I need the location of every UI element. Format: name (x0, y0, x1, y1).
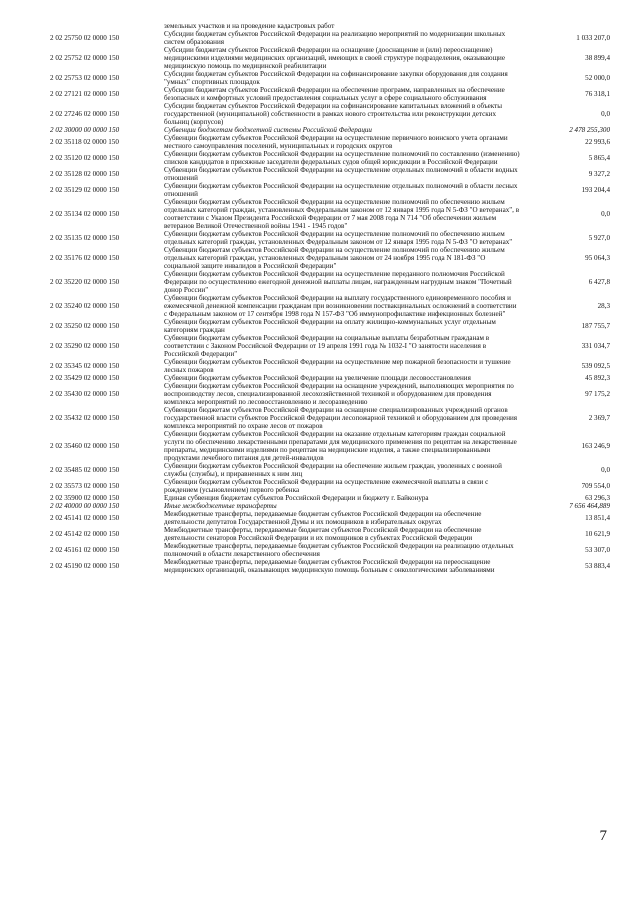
row-description: Субвенции бюджетам субъектов Российской Федерации на осуществление переданного полномочия Российской Федерации по осуществлению ежегодной денежной выплаты лицам, награжденным нагрудным знаком "Почетный донор России" (164, 270, 512, 294)
row-description: Межбюджетные трансферты, передаваемые бюджетам субъектов Российской Федерации на обеспечение деятельности депутатов Государственной Думы и их помощников в избирательных округах (164, 510, 482, 526)
budget-code: 2 02 30000 00 0000 150 (50, 126, 120, 134)
table-row (50, 462, 610, 478)
row-description: Субвенции бюджетам субъектов Российской Федерации на осуществление полномочий по обеспечению жильем отдельных категорий граждан, установленных Федеральным законом от 12 января 1995 года N 5-ФЗ "О ветеранах", в соответствии с Указом Президента Российской Федерации от 7 мая 2008 года N 714 "Об обеспечении жильем ветеранов Великой Отечественной войны 1941 - 1945 годов" (164, 198, 520, 230)
table-row (50, 358, 610, 374)
table-row (50, 198, 610, 230)
row-amount: 38 899,4 (585, 54, 610, 62)
table-row (50, 182, 610, 198)
budget-code: 2 02 45161 02 0000 150 (50, 546, 120, 554)
row-amount: 163 246,9 (581, 442, 610, 450)
budget-code: 2 02 45142 02 0000 150 (50, 530, 120, 538)
row-amount: 5 865,4 (588, 154, 610, 162)
row-description: Субсидии бюджетам субъектов Российской Федерации на оснащение (дооснащение и (или) переоснащение) медицинскими изделиями медицинских организаций, имеющих в своей структуре подразделения, оказывающие медицинскую помощь по медицинской реабилитации (164, 46, 505, 70)
row-amount: 53 307,0 (585, 546, 610, 554)
row-amount: 331 034,7 (581, 342, 610, 350)
budget-code: 2 02 35118 02 0000 150 (50, 138, 119, 146)
budget-code: 2 02 35120 02 0000 150 (50, 154, 120, 162)
page-number: 7 (599, 828, 607, 844)
table-row (50, 134, 610, 150)
row-description: Субвенции бюджетам субъектов Российской Федерации на оплату жилищно-коммунальных услуг отдельным категориям граждан (164, 318, 496, 334)
row-amount: 9 327,2 (588, 170, 610, 178)
budget-code: 2 02 35900 02 0000 150 (50, 494, 120, 502)
row-amount: 76 318,1 (585, 90, 610, 98)
table-row (50, 494, 610, 502)
row-amount: 193 204,4 (581, 186, 610, 194)
row-description: Субвенции бюджетам субъектов Российской Федерации на осуществление мер пожарной безопасности и тушение лесных пожаров (164, 358, 511, 374)
row-description: Субвенции бюджетам субъектов Российской Федерации на осуществление полномочий по составлению (изменению) списков кандидатов в присяжные заседатели федеральных судов общей юрисдикции в Российской Федерации (164, 150, 520, 166)
row-description: Субвенции бюджетам бюджетной системы Российской Федерации (164, 126, 372, 134)
table-row (50, 318, 610, 334)
row-description: Межбюджетные трансферты, передаваемые бюджетам субъектов Российской Федерации на реализацию отдельных полномочий в области лекарственного обеспечения (164, 542, 514, 558)
budget-code: 2 02 35176 02 0000 150 (50, 254, 120, 262)
row-description: Субвенции бюджетам субъектов Российской Федерации на оказание отдельным категориям граждан социальной услуги по обеспечению лекарственными препаратами для медицинского применения по рецептам на лекарственные препараты, медицинскими изделиями по рецептам на медицинские изделия, а также специализированными продуктами лечебного питания для детей-инвалидов (164, 430, 517, 462)
table-row (50, 526, 610, 542)
table-row (50, 230, 610, 246)
table-row (50, 126, 610, 134)
row-description: Субвенции бюджетам субъектов Российской Федерации на оснащение специализированных учреждений органов государственной власти субъектов Российской Федерации лесопожарной техникой и оборудованием для проведения комплекса мероприятий по охране лесов от пожаров (164, 406, 518, 430)
row-amount: 6 427,8 (588, 278, 610, 286)
row-description: Субвенции бюджетам субъектов Российской Федерации на осуществление отдельных полномочий в области водных отношений (164, 166, 518, 182)
table-row (50, 334, 610, 358)
budget-code: 2 02 27246 02 0000 150 (50, 110, 120, 118)
row-description: Субсидии бюджетам субъектов Российской Федерации на софинансирование закупки оборудования для создания "умных" спортивных площадок (164, 70, 508, 86)
table-row (50, 46, 610, 70)
budget-code: 2 02 35240 02 0000 150 (50, 302, 120, 310)
row-amount: 45 892,3 (585, 374, 610, 382)
row-description: Субвенции бюджетам субъектов Российской Федерации на осуществление первичного воинского учета органами местного самоуправления поселений, муниципальных и городских округов (164, 134, 508, 150)
row-description: Субвенции бюджетам субъектов Российской Федерации на осуществление полномочий по обеспечению жильем отдельных категорий граждан, установленных Федеральным законом от 24 ноября 1995 года N 181-ФЗ "О социальной защите инвалидов в Российской Федерации" (164, 246, 505, 270)
table-row (50, 478, 610, 494)
row-description: Субвенции бюджетам субъектов Российской Федерации на осуществление полномочий по обеспечению жильем отдельных категорий граждан, установленных Федеральным законом от 12 января 1995 года N 5-ФЗ "О ветеранах" (164, 230, 513, 246)
table-row (50, 86, 610, 102)
row-amount: 1 033 207,0 (576, 34, 610, 42)
row-amount: 53 883,4 (585, 562, 610, 570)
budget-code: 2 02 35345 02 0000 150 (50, 362, 120, 370)
budget-table (50, 22, 610, 574)
budget-code: 2 02 35134 02 0000 150 (50, 210, 120, 218)
budget-code: 2 02 35128 02 0000 150 (50, 170, 120, 178)
table-row (50, 166, 610, 182)
row-description: Субвенции бюджетам субъектов Российской Федерации на осуществление ежемесячной выплаты в связи с рождением (усыновлением) первого ребенка (164, 478, 489, 494)
row-amount: 13 851,4 (585, 514, 610, 522)
budget-code: 2 02 35129 02 0000 150 (50, 186, 120, 194)
budget-code: 2 02 35135 02 0000 150 (50, 234, 120, 242)
table-row (50, 30, 610, 46)
table-row (50, 510, 610, 526)
row-amount: 10 621,9 (585, 530, 610, 538)
budget-code: 2 02 35220 02 0000 150 (50, 278, 120, 286)
table-row (50, 382, 610, 406)
budget-code: 2 02 25753 02 0000 150 (50, 74, 120, 82)
row-amount: 7 656 464,889 (569, 502, 610, 510)
budget-code: 2 02 35429 02 0000 150 (50, 374, 120, 382)
row-amount: 22 993,6 (585, 138, 610, 146)
row-amount: 539 092,5 (581, 362, 610, 370)
budget-code: 2 02 35430 02 0000 150 (50, 390, 120, 398)
table-row (50, 542, 610, 558)
row-description: земельных участков и на проведение кадастровых работ (164, 22, 335, 30)
row-amount: 0,0 (601, 210, 610, 218)
table-row (50, 406, 610, 430)
row-amount: 97 175,2 (585, 390, 610, 398)
row-amount: 0,0 (601, 110, 610, 118)
row-description: Субсидии бюджетам субъектов Российской Федерации на обеспечение программ, направленных на обеспечение безопасных и комфортных условий предоставления социальных услуг в сфере социального обслуживания (164, 86, 505, 102)
row-description: Единая субвенция бюджетам субъектов Российской Федерации и бюджету г. Байконура (164, 494, 429, 502)
row-amount: 95 064,3 (585, 254, 610, 262)
budget-code: 2 02 40000 00 0000 150 (50, 502, 120, 510)
budget-code: 2 02 27121 02 0000 150 (50, 90, 120, 98)
table-row (50, 374, 610, 382)
budget-code: 2 02 35573 02 0000 150 (50, 482, 120, 490)
table-row (50, 430, 610, 462)
row-description: Субсидии бюджетам субъектов Российской Федерации на реализацию мероприятий по модернизации школьных систем образования (164, 30, 506, 46)
budget-code: 2 02 25752 02 0000 150 (50, 54, 120, 62)
table-row (50, 270, 610, 294)
budget-code: 2 02 35460 02 0000 150 (50, 442, 120, 450)
row-amount: 52 000,0 (585, 74, 610, 82)
table-row (50, 22, 610, 30)
table-row (50, 70, 610, 86)
row-amount: 5 927,0 (588, 234, 610, 242)
table-row (50, 102, 610, 126)
row-description: Субвенции бюджетам субъектов Российской Федерации на социальные выплаты безработным гражданам в соответствии с Законом Российской Федерации от 19 апреля 1991 года № 1032-I "О занятости населения в Российской Федерации" (164, 334, 490, 358)
row-description: Субвенции бюджетам субъектов Российской Федерации на обеспечение жильем граждан, уволенных с военной службы (службы), и приравненных к ним лиц (164, 462, 502, 478)
row-description: Межбюджетные трансферты, передаваемые бюджетам субъектов Российской Федерации на обеспечение деятельности сенаторов Российской Федерации и их помощников в субъектах Российской Федерации (164, 526, 482, 542)
row-description: Субвенции бюджетам субъектов Российской Федерации на увеличение площади лесовосстановления (164, 374, 471, 382)
row-amount: 63 296,3 (585, 494, 610, 502)
row-amount: 2 369,7 (588, 414, 610, 422)
table-row (50, 246, 610, 270)
budget-code: 2 02 25750 02 0000 150 (50, 34, 120, 42)
row-description: Межбюджетные трансферты, передаваемые бюджетам субъектов Российской Федерации на переоснащение медицинских организаций, оказывающих медицинскую помощь больным с онкологическими заболеваниями (164, 558, 495, 574)
budget-code: 2 02 45190 02 0000 150 (50, 562, 120, 570)
table-row (50, 294, 610, 318)
budget-code: 2 02 45141 02 0000 150 (50, 514, 120, 522)
row-amount: 28,3 (597, 302, 610, 310)
table-row (50, 502, 610, 510)
row-description: Субвенции бюджетам субъектов Российской Федерации на осуществление отдельных полномочий в области лесных отношений (164, 182, 518, 198)
row-amount: 2 478 255,300 (569, 126, 610, 134)
budget-code: 2 02 35250 02 0000 150 (50, 322, 120, 330)
row-description: Иные межбюджетные трансферты (164, 502, 277, 510)
row-amount: 709 554,0 (581, 482, 610, 490)
row-description: Субсидии бюджетам субъектов Российской Федерации на софинансирование капитальных вложений в объекты государственной (муниципальной) собственности в рамках нового строительства или реконструкции детских больниц (корпусов) (164, 102, 503, 126)
table-row (50, 150, 610, 166)
row-amount: 0,0 (601, 466, 610, 474)
budget-code: 2 02 35485 02 0000 150 (50, 466, 120, 474)
table-row (50, 558, 610, 574)
budget-code: 2 02 35432 02 0000 150 (50, 414, 120, 422)
row-amount: 187 755,7 (581, 322, 610, 330)
budget-code: 2 02 35290 02 0000 150 (50, 342, 120, 350)
row-description: Субвенции бюджетам субъектов Российской Федерации на выплату государственного единовременного пособия и ежемесячной денежной компенсации гражданам при возникновении поствакцинальных осложнений в соответствии с Федеральным законом от 17 сентября 1998 года N 157-ФЗ "Об иммунопрофилактике инфекционных болезней" (164, 294, 517, 318)
row-description: Субвенции бюджетам субъектов Российской Федерации на оснащение учреждений, выполняющих мероприятия по воспроизводству лесов, специализированной лесохозяйственной техникой и оборудованием для проведения комплекса мероприятий по лесовосстановлению и лесоразведению (164, 382, 514, 406)
